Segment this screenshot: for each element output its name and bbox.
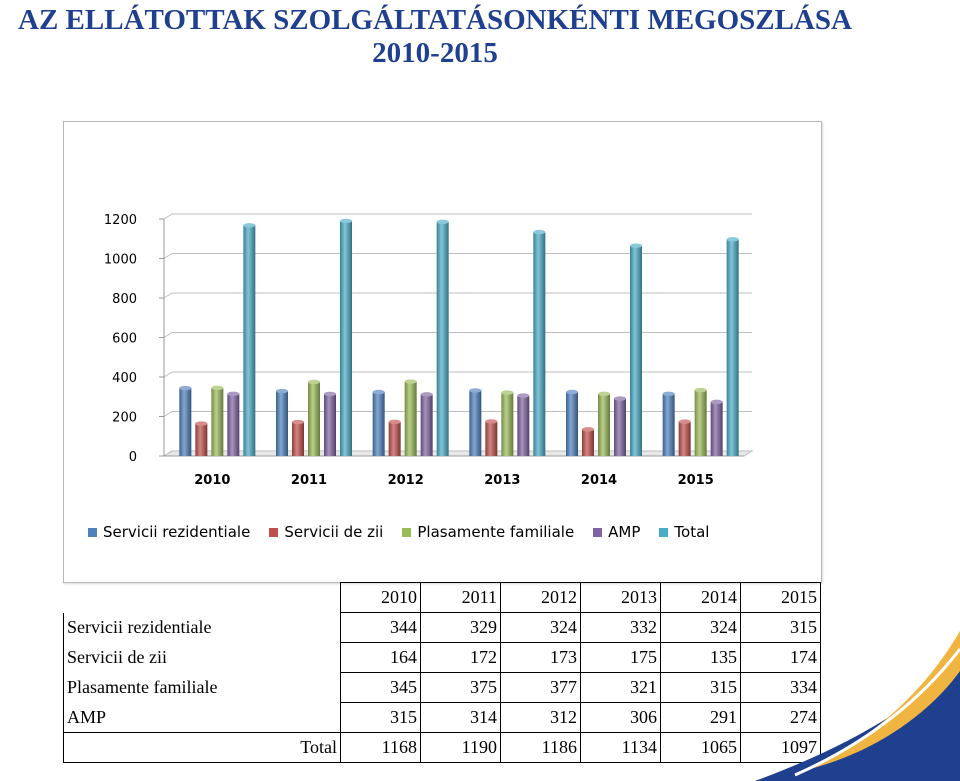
table-cell: 345 — [341, 673, 421, 703]
table-cell: 1190 — [421, 733, 501, 763]
legend-swatch — [402, 528, 411, 537]
bar — [276, 391, 288, 456]
table-header-cell: 2015 — [741, 583, 821, 613]
legend-swatch — [593, 528, 602, 537]
y-tick-label: 400 — [112, 371, 137, 386]
table-cell: 1134 — [581, 733, 661, 763]
legend-label: Total — [674, 523, 710, 541]
table-row-label: Plasamente familiale — [64, 673, 341, 703]
bar-cap — [227, 392, 239, 396]
bar-cap — [195, 421, 207, 425]
table-cell: 334 — [741, 673, 821, 703]
bar-chart — [64, 122, 821, 582]
legend-item — [269, 523, 383, 541]
bar-cap — [243, 223, 255, 227]
bar — [695, 390, 707, 456]
bar — [469, 390, 481, 456]
y-tick-label: 1000 — [103, 252, 137, 268]
slide-title-line-1: AZ ELLÁTOTTAK SZOLGÁLTATÁSONKÉNTI MEGOSZLÁSA — [18, 4, 852, 36]
table-row-label: Servicii rezidentiale — [64, 613, 341, 643]
table-cell: 321 — [581, 673, 661, 703]
bar-cap — [292, 420, 304, 424]
legend-item — [88, 523, 250, 541]
table-header-cell: 2014 — [661, 583, 741, 613]
bar — [324, 394, 336, 456]
bar — [517, 396, 529, 456]
bar-cap — [469, 388, 481, 392]
bar — [373, 392, 385, 456]
bar-cap — [211, 386, 223, 390]
bar-cap — [614, 396, 626, 400]
bar-cap — [598, 392, 610, 396]
bar-cap — [389, 420, 401, 424]
x-tick-label: 2013 — [484, 473, 521, 488]
bar — [211, 388, 223, 456]
legend-label: Servicii de zii — [284, 523, 384, 541]
bar — [679, 422, 691, 456]
bar-cap — [373, 390, 385, 394]
bar — [421, 394, 433, 456]
bar-cap — [324, 392, 336, 396]
y-tick-label: 800 — [112, 292, 137, 307]
bar-cap — [485, 419, 497, 423]
table-corner-cell — [64, 583, 341, 613]
bar — [614, 399, 626, 456]
table-header-cell: 2010 — [341, 583, 421, 613]
slide-title-line-2: 2010-2015 — [372, 37, 498, 69]
bar-cap — [340, 219, 352, 223]
table-cell: 1097 — [741, 733, 821, 763]
bar — [389, 422, 401, 456]
x-tick-label: 2012 — [387, 473, 424, 488]
bar — [598, 394, 610, 456]
table-cell: 315 — [661, 673, 741, 703]
table-cell: 172 — [421, 643, 501, 673]
table-row-label: Total — [64, 733, 341, 763]
bar-cap — [566, 390, 578, 394]
bar-cap — [582, 427, 594, 431]
table-cell: 1168 — [341, 733, 421, 763]
table-cell: 329 — [421, 613, 501, 643]
bar — [227, 394, 239, 456]
y-tick-label: 0 — [128, 450, 137, 465]
table-cell: 1065 — [661, 733, 741, 763]
y-tick-label: 600 — [112, 331, 137, 347]
x-tick-label: 2011 — [290, 473, 328, 488]
table-cell: 274 — [741, 703, 821, 733]
table-cell: 306 — [581, 703, 661, 733]
corner-swoosh-decoration — [700, 541, 960, 781]
legend-swatch — [269, 528, 278, 537]
bar — [566, 392, 578, 456]
legend-label: Plasamente familiale — [417, 523, 575, 541]
bar-cap — [405, 379, 417, 383]
bar — [243, 225, 255, 456]
legend-label: AMP — [608, 523, 641, 541]
bar-cap — [679, 419, 691, 423]
x-tick-label: 2010 — [194, 473, 231, 488]
table-cell: 312 — [501, 703, 581, 733]
legend-item — [659, 523, 709, 541]
bar-cap — [276, 389, 288, 393]
table-cell: 291 — [661, 703, 741, 733]
table-cell: 314 — [421, 703, 501, 733]
x-tick-label: 2015 — [677, 473, 714, 488]
table-cell: 173 — [501, 643, 581, 673]
bar-cap — [630, 243, 642, 247]
bar-cap — [501, 390, 513, 394]
table-cell: 315 — [741, 613, 821, 643]
bar-cap — [308, 380, 320, 384]
table-header-cell: 2013 — [581, 583, 661, 613]
bar — [308, 382, 320, 456]
bar — [501, 393, 513, 456]
y-tick-label: 200 — [112, 410, 137, 426]
table-row-label: AMP — [64, 703, 341, 733]
bar — [630, 246, 642, 456]
table-header-cell: 2011 — [421, 583, 501, 613]
bar — [437, 222, 449, 456]
table-cell: 164 — [341, 643, 421, 673]
bar-cap — [437, 220, 449, 224]
table-cell: 1186 — [501, 733, 581, 763]
bar — [179, 388, 191, 456]
bar — [582, 429, 594, 456]
bar-cap — [695, 388, 707, 392]
x-tick-label: 2014 — [580, 473, 618, 488]
bar-cap — [179, 386, 191, 390]
chart-frame — [63, 121, 822, 583]
table-cell: 377 — [501, 673, 581, 703]
table-cell: 324 — [661, 613, 741, 643]
bar-cap — [517, 393, 529, 397]
bar — [405, 382, 417, 456]
bar-cap — [663, 392, 675, 396]
table-cell: 332 — [581, 613, 661, 643]
legend-item — [402, 523, 574, 541]
legend-swatch — [659, 528, 668, 537]
bar — [711, 402, 723, 456]
y-tick-label: 1200 — [103, 213, 137, 228]
table-cell: 324 — [501, 613, 581, 643]
bar — [727, 239, 739, 456]
table-row-label: Servicii de zii — [64, 643, 341, 673]
slide-title — [0, 4, 870, 70]
legend-item — [593, 523, 640, 541]
bar-cap — [727, 237, 739, 241]
bar-cap — [421, 392, 433, 396]
table-cell: 174 — [741, 643, 821, 673]
legend-label: Servicii rezidentiale — [103, 523, 251, 541]
table-cell: 175 — [581, 643, 661, 673]
bar — [533, 232, 545, 456]
table-cell: 315 — [341, 703, 421, 733]
bar — [195, 424, 207, 456]
table-header-cell: 2012 — [501, 583, 581, 613]
bar — [292, 422, 304, 456]
bar-cap — [533, 230, 545, 234]
legend-swatch — [88, 528, 97, 537]
chart-legend — [88, 523, 728, 541]
table-cell: 344 — [341, 613, 421, 643]
bar — [663, 394, 675, 456]
table-cell: 375 — [421, 673, 501, 703]
table-cell: 135 — [661, 643, 741, 673]
bar — [485, 421, 497, 456]
bar-cap — [711, 400, 723, 404]
bar — [340, 221, 352, 456]
